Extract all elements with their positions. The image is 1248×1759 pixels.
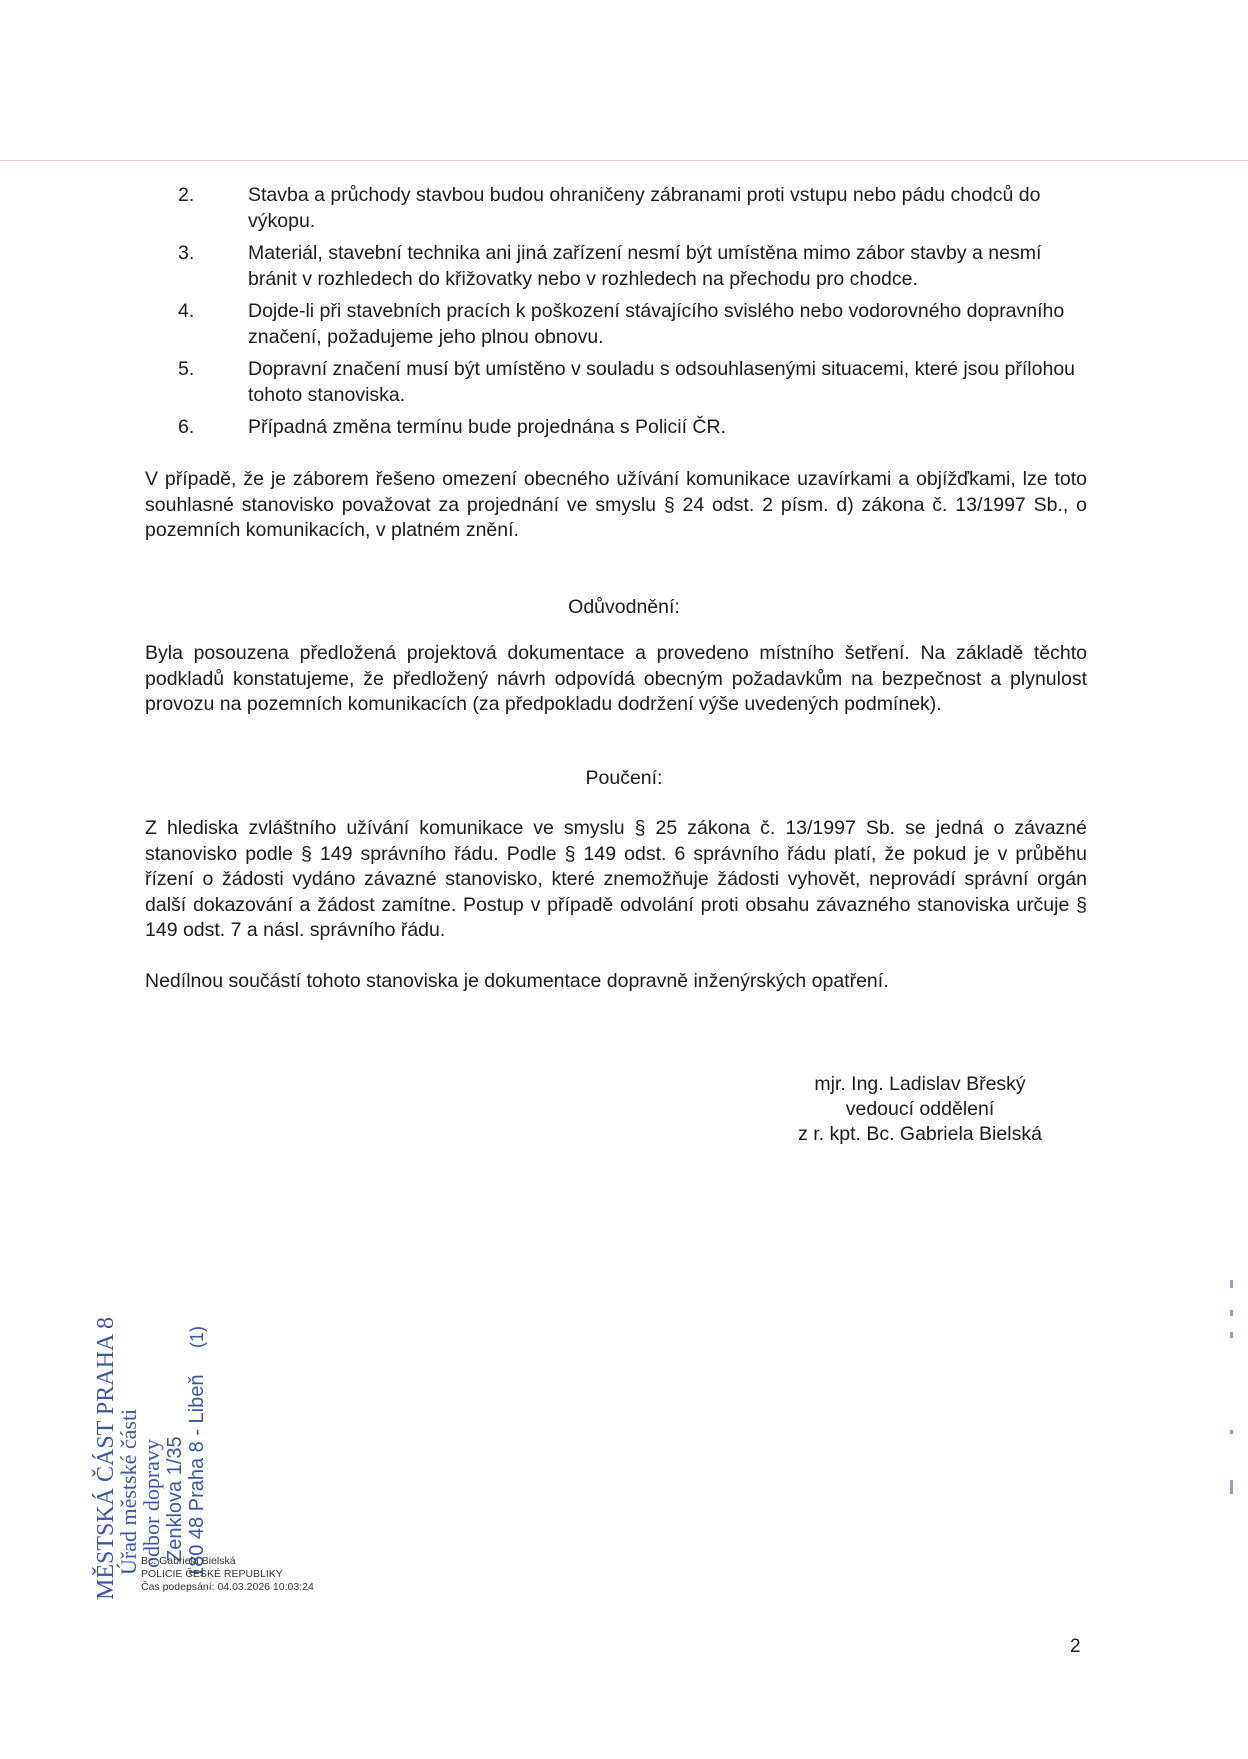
list-number: 2. (178, 184, 195, 206)
stamp-line2: Úřad městské části (116, 1408, 141, 1575)
instruction-heading: Poučení: (585, 767, 663, 789)
list-text: Případná změna termínu bude projednána s Policií ČR. (248, 416, 727, 438)
stamp-line5: 180 48 Praha 8 - Libeň (186, 1374, 208, 1578)
esign-time: Čas podepsání: 04.03.2026 10:03:24 (141, 1581, 314, 1593)
list-number: 4. (178, 300, 195, 322)
esign-org: POLICIE ČESKÉ REPUBLIKY (141, 1568, 283, 1580)
list-text: Dojde-li při stavebních pracích k poškození stávajícího svislého nebo vodorovného dopravního značení, požadujeme jeho plnou obnovu. (248, 300, 1065, 348)
signatory-name: mjr. Ing. Ladislav Břeský (814, 1073, 1026, 1095)
closure-paragraph: V případě, že je záborem řešeno omezení obecného užívání komunikace uzavírkami a objížďkami, lze toto souhlasné stanovisko považovat za projednání ve smyslu § 24 odst. 2 písm. d) zákona č. 13/1997 Sb., o pozemních komunikacích, v platném znění. (145, 468, 1087, 541)
electronic-signature (141, 1555, 314, 1594)
stamp-mark: (1) (187, 1326, 207, 1348)
list-number: 3. (178, 242, 195, 264)
list-number: 5. (178, 358, 195, 380)
reasoning-heading: Odůvodnění: (568, 596, 680, 618)
signatory-role: vedoucí oddělení (845, 1098, 995, 1120)
conditions-list (178, 182, 1088, 446)
page-number: 2 (1070, 1636, 1081, 1657)
list-item (178, 182, 1088, 234)
list-number: 6. (178, 416, 195, 438)
list-item (178, 356, 1088, 408)
list-text: Materiál, stavební technika ani jiná zařízení nesmí být umístěna mimo zábor stavby a nesmí bránit v rozhledech do křižovatky nebo v rozhledech na přechodu pro chodce. (248, 242, 1042, 290)
list-item (178, 414, 1088, 440)
reasoning-paragraph: Byla posouzena předložená projektová dokumentace a provedeno místního šetření. Na základě těchto podkladů konstatujeme, že předložený návrh odpovídá obecným požadavkům na bezpečnost a plynulost provozu na pozemních komunikacích (za předpokladu dodržení výše uvedených podmínek). (145, 642, 1087, 715)
list-text: Dopravní značení musí být umístěno v souladu s odsouhlasenými situacemi, které jsou přílohou tohoto stanoviska. (248, 358, 1076, 406)
attachment-paragraph: Nedílnou součástí tohoto stanoviska je dokumentace dopravně inženýrských opatření. (145, 970, 889, 992)
signature-block (740, 1072, 1100, 1147)
header-rule (0, 160, 1248, 161)
list-text: Stavba a průchody stavbou budou ohraničeny zábranami proti vstupu nebo pádu chodců do výkopu. (248, 184, 1041, 232)
stamp-line1: MĚSTSKÁ ČÁST PRAHA 8 (93, 1317, 119, 1600)
instruction-paragraph: Z hlediska zvláštního užívání komunikace ve smyslu § 25 zákona č. 13/1997 Sb. se jedná o závazné stanovisko podle § 149 správního řádu. Podle § 149 odst. 6 správního řádu platí, že pokud je v průběhu řízení o žádosti vydáno závazné stanovisko, které znemožňuje žádosti vyhovět, neprovádí správní orgán další dokazování a žádost zamítne. Postup v případě odvolání proti obsahu závazného stanoviska určuje § 149 odst. 7 a násl. správního řádu. (145, 817, 1087, 941)
list-item (178, 240, 1088, 292)
list-item (178, 298, 1088, 350)
signatory-proxy: z r. kpt. Bc. Gabriela Bielská (798, 1123, 1042, 1145)
stamp-line4: Zenklova 1/35 (164, 1436, 186, 1562)
scan-margin-marks (1230, 1280, 1234, 1500)
stamp-line3: odbor dopravy (139, 1439, 164, 1568)
esign-name: Bc. Gabriela Bielská (141, 1555, 236, 1567)
